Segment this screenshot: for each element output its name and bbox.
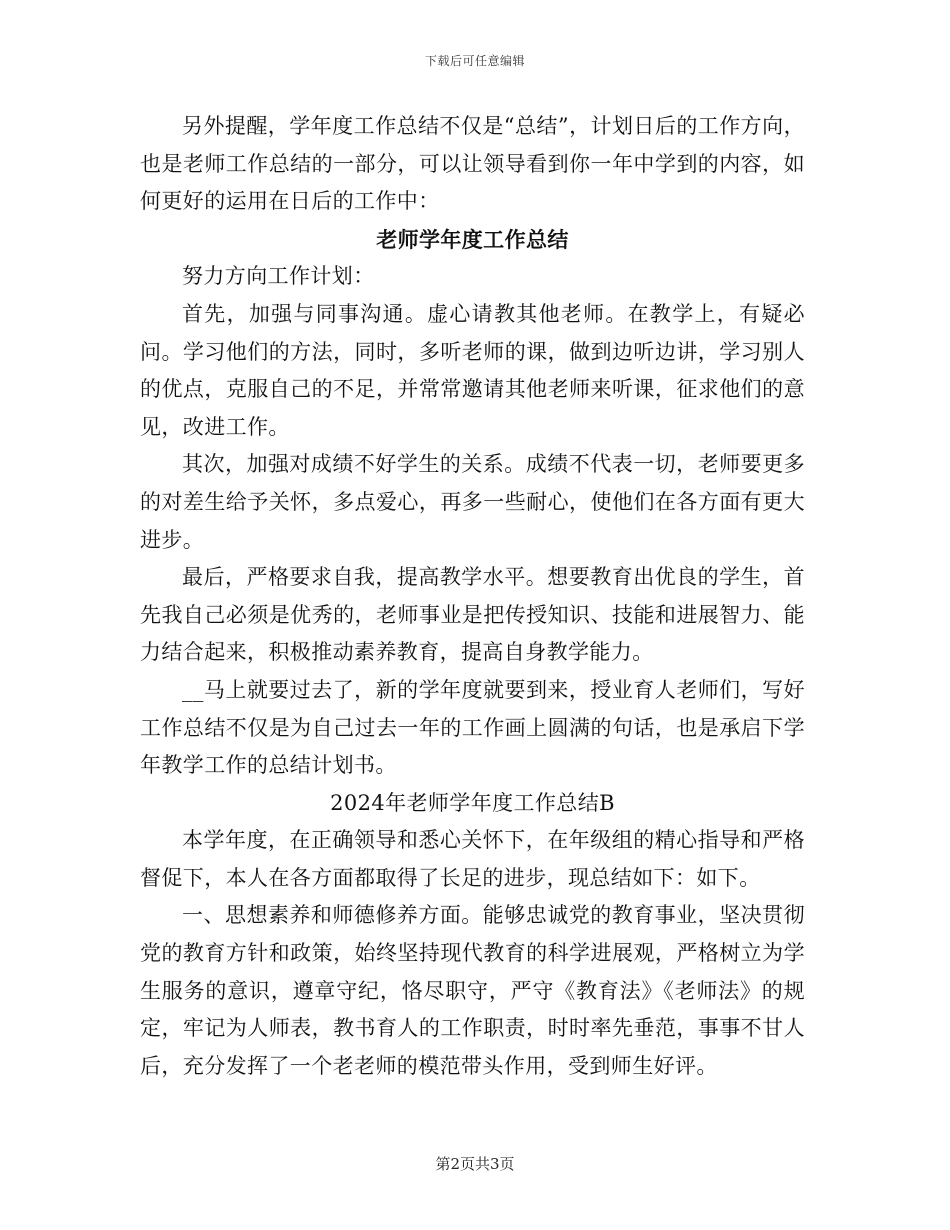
paragraph-second: 其次，加强对成绩不好学生的关系。成绩不代表一切，老师要更多的对差生给予关怀，多点爱心，再多一些耐心，使他们在各方面有更大进步。: [140, 452, 805, 552]
paragraph-reminder: 另外提醒，学年度工作总结不仅是“总结”，计划日后的工作方向，也是老师工作总结的一部分，可以让领导看到你一年中学到的内容，如何更好的运用在日后的工作中：: [140, 114, 805, 214]
page-header: 下载后可任意编辑: [424, 54, 525, 68]
paragraph-intro: 本学年度，在正确领导和悉心关怀下，在年级组的精心指导和严格督促下，本人在各方面都取得了长足的进步，现总结如下：如下。: [140, 828, 805, 890]
paragraph-ideology: 一、思想素养和师德修养方面。能够忠诚党的教育事业，坚决贯彻党的教育方针和政策，始终坚持现代教育的科学进展观，严格树立为学生服务的意识，遵章守纪，恪尽职守，严守《教育法》《老师法》的规定，牢记为人师表，教书育人的工作职责，时时率先垂范，事事不甘人后，充分发挥了一个老老师的模范带头作用，受到师生好评。: [140, 903, 805, 1078]
paragraph-closing: __马上就要过去了，新的学年度就要到来，授业育人老师们，写好工作总结不仅是为自己过去一年的工作画上圆满的句话，也是承启下学年教学工作的总结计划书。: [140, 677, 805, 778]
page-number: 第2页共3页: [435, 1155, 515, 1173]
paragraph-first: 首先，加强与同事沟通。虚心请教其他老师。在教学上，有疑必问。学习他们的方法，同时，多听老师的课，做到边听边讲，学习别人的优点，克服自己的不足，并常常邀请其他老师来听课，征求他们的意见，改进工作。: [140, 301, 805, 439]
paragraph-work-plan: 努力方向工作计划：: [182, 264, 375, 289]
paragraph-last: 最后，严格要求自我，提高教学水平。想要教育出优良的学生，首先我自己必须是优秀的，老师事业是把传授知识、技能和进展智力、能力结合起来，积极推动素养教育，提高自身教学能力。: [140, 565, 805, 665]
document-body: [140, 108, 805, 1085]
section-heading-teacher-summary: 老师学年度工作总结: [376, 226, 569, 252]
section-heading-2024-summary: 2024年老师学年度工作总结B: [330, 790, 615, 815]
